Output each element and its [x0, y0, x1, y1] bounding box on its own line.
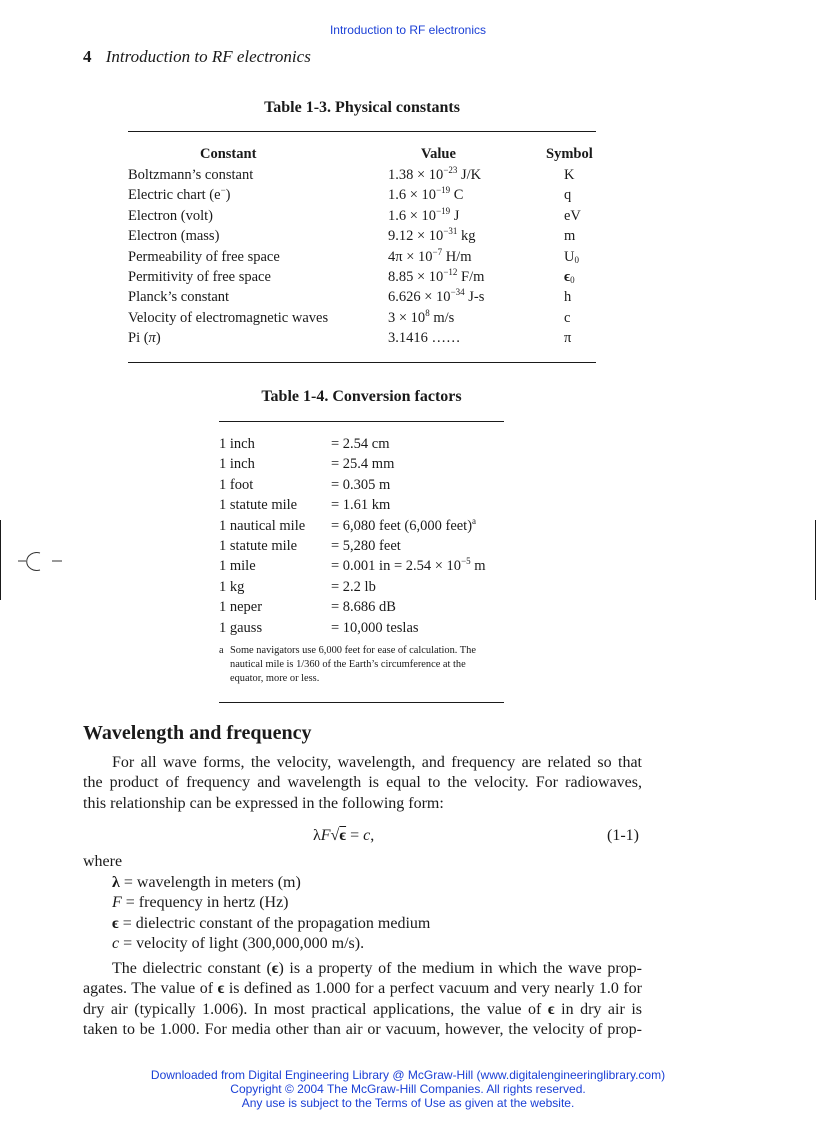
cell-equivalent: = 25.4 mm: [331, 456, 395, 473]
table-row: [219, 475, 509, 495]
table-row: [128, 185, 596, 205]
cell-unit: 1 mile: [219, 558, 256, 575]
where-label: where: [83, 853, 123, 870]
cell-equivalent: = 10,000 teslas: [331, 619, 419, 636]
table-1-4-body: [219, 434, 509, 638]
table-row: [219, 495, 509, 515]
cell-constant: Permeability of free space: [128, 248, 280, 265]
crop-mark-left: [0, 520, 1, 600]
cell-symbol: c: [564, 309, 571, 326]
cell-value: $1.6 \times 10^{-19}$ J: [388, 205, 460, 224]
footnote-marker: a: [219, 645, 224, 656]
table-row: [219, 434, 509, 454]
cell-constant: Velocity of electromagnetic waves: [128, 309, 329, 326]
paragraph-line: taken to be 1.000. For media other than air or vacuum, however, the velocity of prop-: [83, 1020, 642, 1038]
paragraph-line: dry air (typically 1.006). In most practical applications, the value of ϵ in dry air is: [83, 1000, 642, 1018]
paragraph-line: the product of frequency and wavelength is equal to the velocity. For radiowaves,: [83, 774, 642, 792]
footnote-line: Some navigators use 6,000 feet for ease of calculation. The: [230, 645, 476, 656]
table-row: [128, 308, 596, 328]
cell-unit: 1 gauss: [219, 619, 263, 636]
cell-unit: 1 inch: [219, 456, 255, 473]
table-row: [128, 247, 596, 267]
cell-symbol: K: [564, 167, 575, 183]
cell-equivalent: = 5,280 feet: [331, 537, 401, 554]
footer-copyright[interactable]: [0, 1069, 816, 1110]
col-header-constant: Constant: [200, 146, 257, 162]
paragraph-line: For all wave forms, the velocity, wavelength, and frequency are related so that: [112, 754, 642, 771]
equation-number: (1-1): [607, 827, 639, 844]
cell-equivalent: = 2.54 cm: [331, 436, 390, 452]
table-row: [219, 597, 509, 617]
cell-value: $6.626 \times 10^{-34}$ J-s: [388, 287, 485, 306]
running-head: [83, 47, 311, 67]
cell-unit: 1 statute mile: [219, 537, 298, 554]
table-1-3-title: Table 1-3. Physical constants: [264, 99, 460, 116]
cell-equivalent: = 0.001 in = $2.54 \times 10^{-5}$ m: [331, 556, 486, 575]
table-row: [128, 328, 596, 348]
definition-item: c = velocity of light (300,000,000 m/s).: [112, 934, 365, 952]
cell-symbol: π: [564, 330, 572, 347]
cell-equivalent: = 8.686 dB: [331, 599, 396, 616]
cell-constant: Electron (mass): [128, 228, 220, 245]
cell-symbol: $U_0$: [564, 248, 579, 265]
cell-equivalent: = 2.2 lb: [331, 578, 376, 595]
table-1-4-bottom-rule: [219, 702, 504, 703]
table-row: [219, 577, 509, 597]
cell-unit: 1 nautical mile: [219, 517, 306, 534]
table-row: [128, 206, 596, 226]
cell-symbol: m: [564, 228, 576, 245]
definition-item: λ = wavelength in meters (m): [112, 874, 301, 891]
equation-1-1: λF√ϵ = c,: [313, 827, 375, 844]
cell-constant: Electron (volt): [128, 207, 213, 224]
table-row: [219, 536, 509, 556]
table-row: [219, 618, 509, 638]
cell-symbol: q: [564, 187, 572, 204]
page-number: 4: [83, 47, 92, 66]
cell-value: 3.1416 ……: [388, 330, 461, 347]
section-heading: Wavelength and frequency: [83, 722, 312, 744]
cell-symbol: h: [564, 289, 572, 306]
cell-symbol: eV: [564, 207, 581, 224]
table-1-3-body: [128, 165, 596, 349]
footer-line: Downloaded from Digital Engineering Library @ McGraw-Hill (www.digitalengineeringlibrary.com): [150, 1068, 666, 1082]
running-title: Introduction to RF electronics: [105, 47, 311, 66]
cell-value: $1.38 \times 10^{-23}$ J/K: [388, 165, 482, 183]
definition-list: [112, 873, 430, 954]
table-row: [219, 516, 509, 536]
table-1-3-top-rule: [128, 131, 596, 132]
definition-item: ϵ = dielectric constant of the propagation medium: [112, 914, 431, 932]
cell-constant: Permitivity of free space: [128, 268, 271, 285]
paragraph-line: The dielectric constant (ϵ) is a property of the medium in which the wave prop-: [112, 960, 642, 977]
cell-symbol: $\epsilon_0$: [564, 268, 575, 285]
cell-unit: 1 inch: [219, 436, 255, 452]
table-1-3-bottom-rule: [128, 362, 596, 363]
cell-value: $4\pi \times 10^{-7}$ H/m: [388, 246, 472, 265]
cell-unit: 1 kg: [219, 578, 245, 595]
paragraph-line: agates. The value of ϵ is defined as 1.000 for a perfect vacuum and very nearly 1.0 for: [83, 980, 642, 998]
col-header-symbol: Symbol: [546, 146, 593, 162]
cell-value: $8.85 \times 10^{-12}$ F/m: [388, 266, 485, 285]
cell-constant: Planck’s constant: [128, 289, 230, 306]
table-1-4-footnote: [219, 644, 509, 686]
cell-constant: Boltzmann’s constant: [128, 167, 254, 183]
cell-equivalent: = 0.305 m: [331, 476, 391, 493]
cell-value: $1.6 \times 10^{-19}$ C: [388, 185, 464, 204]
table-row: [219, 454, 509, 474]
table-row: [219, 556, 509, 576]
cell-unit: 1 neper: [219, 599, 263, 616]
table-row: [128, 226, 596, 246]
cell-constant: Electric chart (e−): [128, 185, 231, 204]
footnote-line: nautical mile is 1/360 of the Earth’s circumference at the: [230, 659, 466, 670]
table-1-4-top-rule: [219, 421, 504, 422]
footer-line: Copyright © 2004 The McGraw-Hill Companies. All rights reserved.: [230, 1081, 586, 1096]
cell-value: $3 \times 10^8$ m/s: [388, 307, 455, 326]
cell-equivalent: = 1.61 km: [331, 497, 391, 514]
table-row: [128, 165, 596, 185]
paragraph-1: [83, 753, 642, 814]
cell-unit: 1 foot: [219, 476, 254, 493]
paragraph-line: this relationship can be expressed in the following form:: [83, 794, 444, 812]
footer-line: Any use is subject to the Terms of Use as given at the website.: [241, 1095, 575, 1110]
col-header-value: Value: [421, 146, 456, 162]
cell-value: $9.12 \times 10^{-31}$ kg: [388, 226, 476, 245]
cell-equivalent: = 6,080 feet (6,000 feet)$^a$: [331, 515, 477, 534]
table-row: [128, 287, 596, 307]
cell-constant: Pi (π): [128, 330, 161, 347]
paragraph-2: [83, 959, 642, 1040]
footnote-line: equator, more or less.: [230, 673, 320, 684]
cell-unit: 1 statute mile: [219, 497, 298, 514]
definition-item: F = frequency in hertz (Hz): [112, 894, 289, 912]
table-1-4-title: Table 1-4. Conversion factors: [261, 388, 462, 405]
registration-mark-icon: [18, 548, 62, 578]
table-row: [128, 267, 596, 287]
top-title-link[interactable]: Introduction to RF electronics: [329, 23, 487, 37]
